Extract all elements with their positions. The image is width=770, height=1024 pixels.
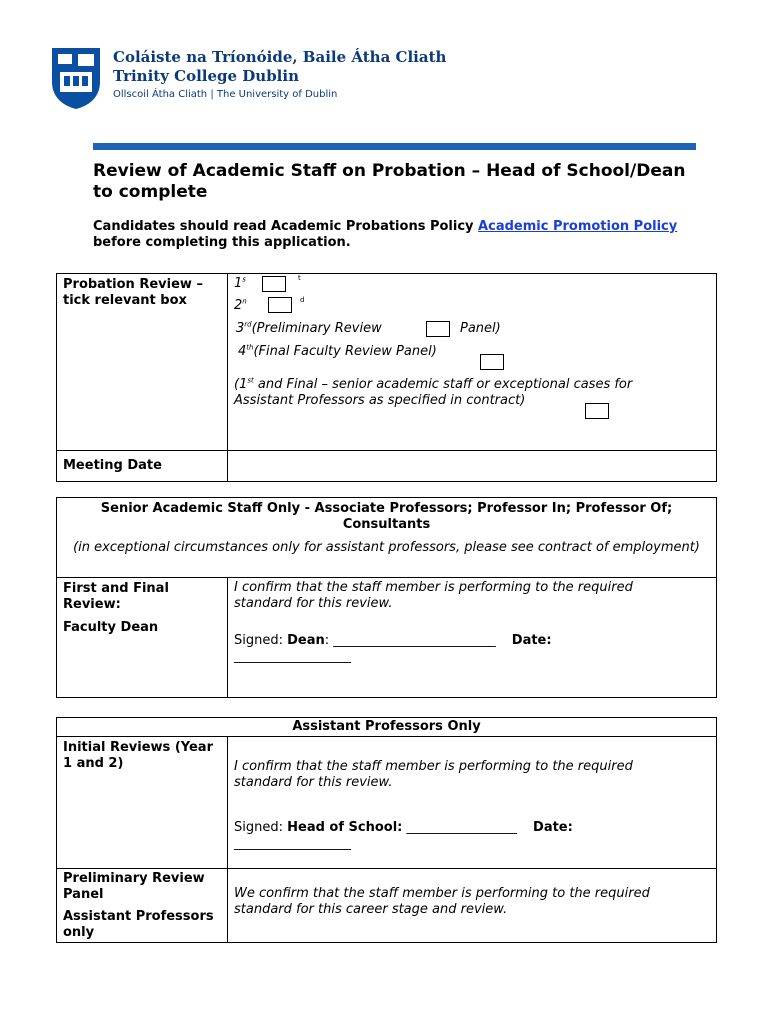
panel-label-cell	[57, 869, 228, 943]
panel-confirm-text: We confirm that the staff member is performing to the required standard for this career stage and review.	[234, 886, 650, 917]
probation-options-cell: 1$^s$ t 2$^n$ d 3rd(Preliminary Review Panel) 4th(Final Faculty Review Panel) (1st and Final – senior academic staff or exceptional cases for Assistant Professors as specified in contract)	[228, 274, 717, 451]
intro-after: before completing this application.	[93, 235, 351, 250]
senior-signature-line: Signed: Dean: _________________________ Date:	[234, 633, 552, 648]
hos-signature-field[interactable]: _________________	[402, 820, 518, 835]
policy-link[interactable]: Academic Promotion Policy	[478, 219, 678, 234]
preliminary-panel-label: Preliminary Review Panel	[63, 871, 205, 902]
option-5-checkbox[interactable]	[585, 403, 609, 419]
assistant-confirm-cell	[228, 737, 717, 869]
probation-review-label: Probation Review – tick relevant box	[57, 274, 228, 451]
senior-label-cell	[57, 578, 228, 698]
option-4-label: 4th(Final Faculty Review Panel)	[238, 343, 437, 359]
option-4-checkbox[interactable]	[480, 354, 504, 370]
option-1-label: 1$^s$	[234, 275, 246, 291]
university-line: Ollscoil Átha Cliath | The University of Dublin	[113, 89, 338, 100]
senior-confirm-cell	[228, 578, 717, 698]
senior-heading-cell	[57, 498, 717, 578]
assistant-signature-line: Signed: Head of School: _________________ Date:	[234, 820, 573, 835]
faculty-dean-label: Faculty Dean	[63, 620, 159, 635]
option-3-checkbox[interactable]	[426, 321, 450, 337]
option-5-line1: (1st and Final – senior academic staff or exceptional cases for	[234, 376, 633, 392]
option-1-checkbox[interactable]	[262, 276, 286, 292]
assistant-confirm-text: I confirm that the staff member is performing to the required standard for this review.	[234, 759, 633, 790]
english-college-name: Trinity College Dublin	[113, 67, 299, 85]
assistant-only-label: Assistant Professors only	[63, 909, 214, 940]
initial-reviews-label: Initial Reviews (Year 1 and 2)	[57, 737, 228, 869]
meeting-date-field[interactable]	[228, 451, 717, 482]
probation-table	[56, 273, 717, 482]
panel-confirm-cell	[228, 869, 717, 943]
senior-date-field[interactable]: __________________	[234, 649, 351, 664]
assistant-prof-table	[56, 717, 717, 943]
assistant-date-label: Date:	[533, 820, 573, 835]
option-2-checkbox[interactable]	[268, 297, 292, 313]
first-final-review-label: First and Final Review:	[63, 581, 169, 612]
assistant-date-field[interactable]: __________________	[234, 836, 351, 851]
option-3-label: 3rd(Preliminary Review	[236, 320, 382, 336]
senior-confirm-text: I confirm that the staff member is performing to the required standard for this review.	[234, 580, 633, 611]
meeting-date-label: Meeting Date	[57, 451, 228, 482]
senior-heading: Senior Academic Staff Only - Associate Professors; Professor In; Professor Of; Consultants	[100, 501, 673, 532]
assistant-heading: Assistant Professors Only	[57, 718, 717, 737]
page-title: Review of Academic Staff on Probation – Head of School/Dean to complete	[93, 161, 686, 202]
option-3-panel: Panel)	[460, 321, 501, 336]
dean-signature-field[interactable]: : _________________________	[324, 633, 496, 648]
header-divider	[93, 143, 696, 150]
senior-date-label: Date:	[511, 633, 552, 648]
option-2-label: 2$^n$	[234, 297, 247, 313]
intro-text	[93, 219, 703, 251]
head-of-school-label: Head of School:	[287, 820, 403, 835]
option-5-line2: Assistant Professors as specified in contract)	[234, 393, 526, 408]
tcd-crest-logo	[50, 46, 102, 110]
senior-staff-table	[56, 497, 717, 698]
irish-college-name: Coláiste na Tríonóide, Baile Átha Cliath	[113, 48, 447, 66]
senior-subheading: (in exceptional circumstances only for assistant professors, please see contract of employment)	[73, 540, 700, 555]
dean-label: Dean	[287, 633, 325, 648]
intro-before: Candidates should read Academic Probations Policy	[93, 219, 479, 234]
